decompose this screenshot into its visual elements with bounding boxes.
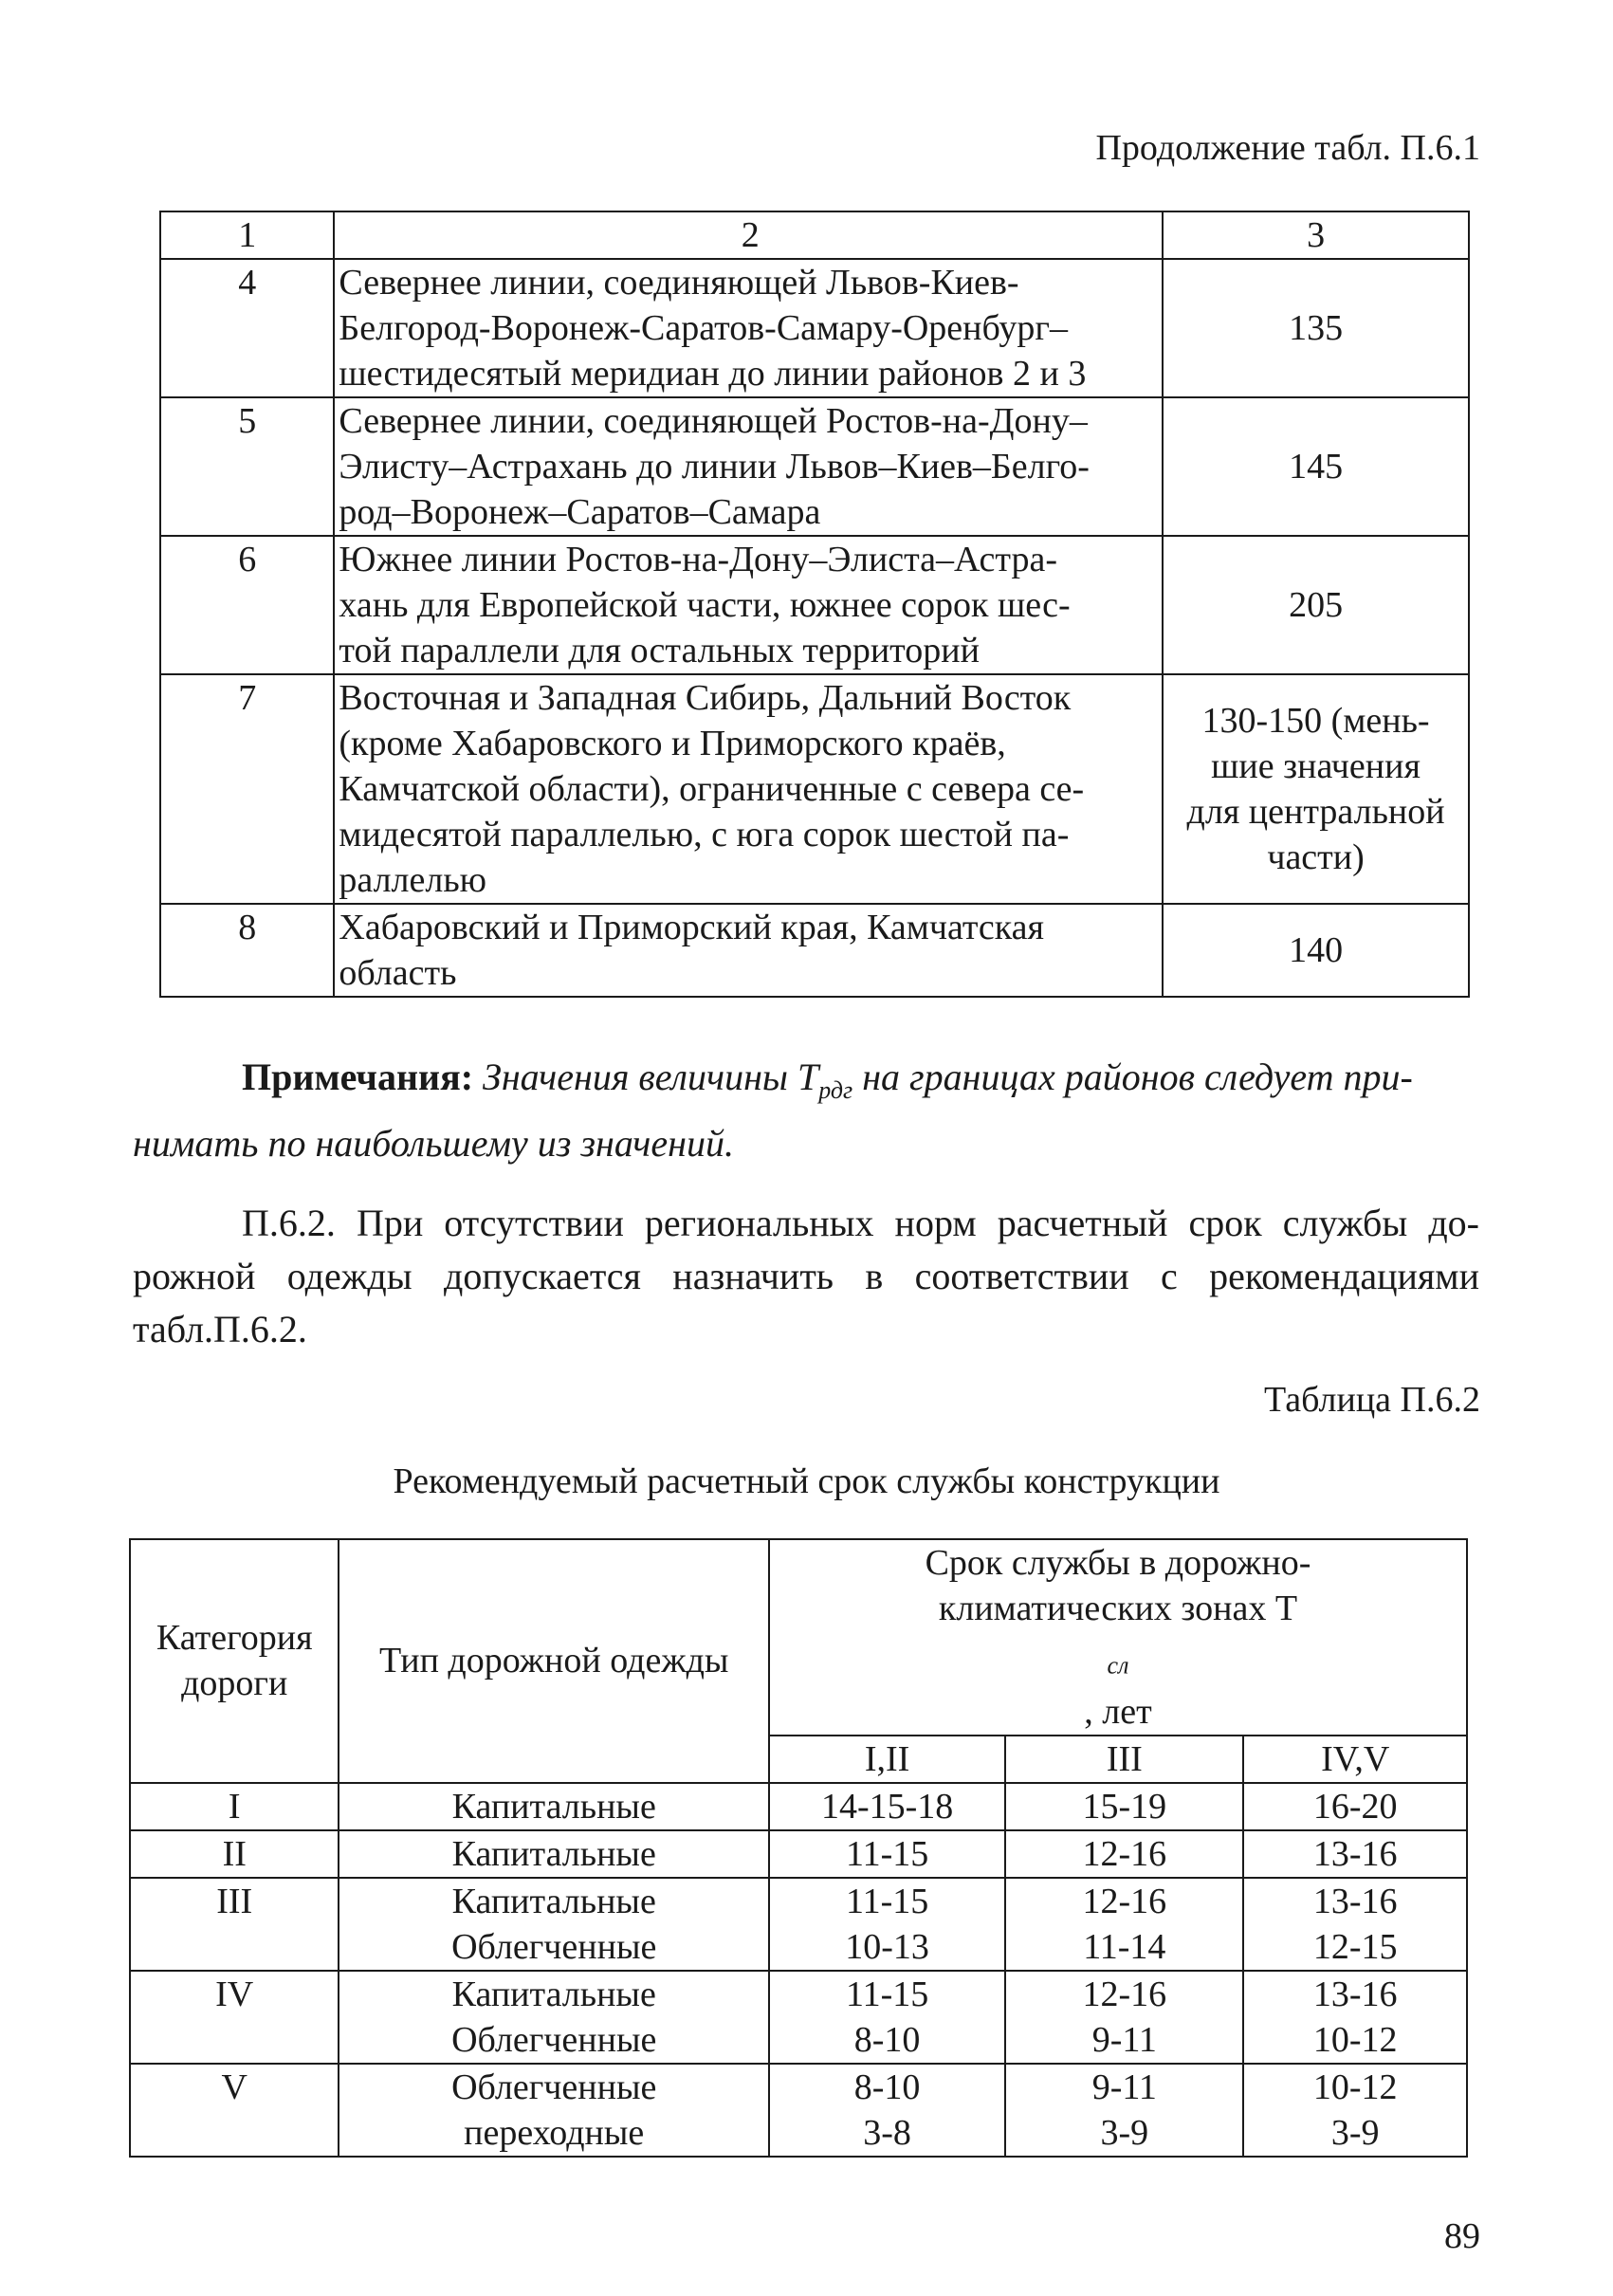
description-line: Хабаровский и Приморский края, Камчатская: [339, 908, 1045, 947]
cell-line: Облегченные: [451, 1926, 657, 1967]
header-line: Срок службы в дорожно-: [925, 1543, 1311, 1583]
cell-line: 9-11: [1091, 2066, 1157, 2107]
header-pavement-type: Тип дорожной одежды: [339, 1539, 769, 1783]
header-service-life: [769, 1539, 1467, 1736]
description-line: раллелью: [339, 860, 487, 900]
header-col-3: 3: [1163, 211, 1469, 259]
cell-line: 3-9: [1100, 2112, 1149, 2153]
description-line: область: [339, 953, 457, 993]
header-text: , лет: [1084, 1691, 1152, 1732]
zone-value: [769, 1830, 1005, 1878]
pavement-type: [339, 1971, 769, 2064]
header-line: Категория: [156, 1618, 313, 1659]
row-number: 6: [160, 536, 334, 674]
cell-line: 3-8: [863, 2112, 911, 2153]
cell-line: Капитальные: [451, 1881, 656, 1921]
description-line: (кроме Хабаровского и Приморского краёв,: [339, 724, 1006, 763]
row-number: 4: [160, 259, 334, 397]
table-row: [160, 536, 1469, 674]
cell-line: Капитальные: [451, 1974, 656, 2014]
cell-line: 8-10: [853, 2066, 921, 2107]
road-category: V: [130, 2064, 339, 2157]
zone-value: [1005, 1783, 1243, 1830]
zone-value: [1243, 2064, 1467, 2157]
header-zone: III: [1005, 1736, 1243, 1783]
table-row: [160, 674, 1469, 904]
pavement-type: [339, 1878, 769, 1971]
table-header-row: [130, 1539, 1467, 1736]
table-title: Рекомендуемый расчетный срок службы конструкции: [393, 1461, 1220, 1501]
row-description: [334, 904, 1163, 997]
cell-line: 3-9: [1330, 2112, 1380, 2153]
notes-text-before: Значения величины T: [483, 1056, 819, 1098]
row-value: 135: [1163, 259, 1469, 397]
row-number: 7: [160, 674, 334, 904]
cell-line: 12-16: [1082, 1974, 1167, 2014]
notes-label: Примечания:: [242, 1056, 474, 1098]
table-row: [130, 1783, 1467, 1830]
row-value: 145: [1163, 397, 1469, 536]
row-description: [334, 259, 1163, 397]
zone-value: [1243, 1783, 1467, 1830]
cell-line: 13-16: [1312, 1974, 1398, 2014]
notes-text-after: на границах районов следует при-нимать по наибольшему из значений.: [133, 1056, 1413, 1165]
zone-value: [769, 1878, 1005, 1971]
cell-line: 11-15: [845, 1974, 929, 2014]
description-line: мидесятой параллелью, с юга сорок шестой па-: [339, 815, 1070, 854]
zone-value: [769, 1783, 1005, 1830]
zone-value: [1005, 1971, 1243, 2064]
zone-value: [1005, 1830, 1243, 1878]
row-number: 8: [160, 904, 334, 997]
pavement-type: [339, 1830, 769, 1878]
description-line: хань для Европейской части, южнее сорок шес-: [339, 585, 1071, 625]
zone-value: [1005, 2064, 1243, 2157]
header-zone: I,II: [769, 1736, 1005, 1783]
table-row: [160, 904, 1469, 997]
table-header-row: [160, 211, 1469, 259]
pavement-type: [339, 1783, 769, 1830]
zone-value: [769, 2064, 1005, 2157]
table-row: [160, 259, 1469, 397]
table-p62-service-life: [129, 1538, 1468, 2158]
description-line: Камчатской области), ограниченные с севера се-: [339, 769, 1085, 809]
cell-line: 8-10: [853, 2019, 921, 2060]
cell-line: переходные: [464, 2112, 645, 2153]
zone-value: [769, 1971, 1005, 2064]
row-description: [334, 674, 1163, 904]
road-category: I: [130, 1783, 339, 1830]
cell-line: 16-20: [1312, 1786, 1398, 1827]
table-row: [160, 397, 1469, 536]
body-paragraph-p62: П.6.2. При отсутствии региональных норм расчетный срок службы до-рожной одежды допускается назначить в соответствии с рекомендациями табл.П.6.2.: [133, 1202, 1479, 1350]
description-line: Элисту–Астрахань до линии Львов–Киев–Белго-: [339, 447, 1090, 487]
row-value: 140: [1163, 904, 1469, 997]
row-description: [334, 397, 1163, 536]
road-category: II: [130, 1830, 339, 1878]
cell-line: 14-15-18: [820, 1786, 954, 1827]
description-line: той параллели для остальных территорий: [339, 631, 980, 670]
table-row: [130, 2064, 1467, 2157]
header-col-2: 2: [334, 211, 1163, 259]
header-road-category: [130, 1539, 339, 1783]
cell-line: 12-16: [1082, 1833, 1167, 1874]
cell-line: Капитальные: [451, 1833, 656, 1874]
road-category: IV: [130, 1971, 339, 2064]
cell-line: 9-11: [1091, 2019, 1157, 2060]
row-description: [334, 536, 1163, 674]
cell-line: 11-15: [845, 1833, 929, 1874]
description-line: шестидесятый меридиан до линии районов 2 и 3: [339, 354, 1087, 394]
description-line: Восточная и Западная Сибирь, Дальний Восток: [339, 678, 1072, 718]
table-row: [130, 1878, 1467, 1971]
value-line: шие значения: [1211, 746, 1421, 786]
cell-line: 13-16: [1312, 1833, 1398, 1874]
cell-line: 10-12: [1312, 2066, 1398, 2107]
cell-line: 12-15: [1312, 1926, 1398, 1967]
row-number: 5: [160, 397, 334, 536]
cell-line: 10-13: [845, 1926, 929, 1967]
notes-paragraph: [133, 1051, 1479, 1170]
table-label: Таблица П.6.2: [1264, 1380, 1480, 1420]
value-line: части): [1267, 837, 1365, 877]
zone-value: [1243, 1878, 1467, 1971]
continuation-caption: Продолжение табл. П.6.1: [1095, 128, 1480, 168]
zone-value: [1243, 1971, 1467, 2064]
description-line: род–Воронеж–Саратов–Самара: [339, 492, 821, 532]
road-category: III: [130, 1878, 339, 1971]
page-number: 89: [1444, 2216, 1480, 2256]
value-line: 130-150 (мень-: [1201, 701, 1430, 741]
header-line: дороги: [181, 1663, 288, 1704]
header-subscript: сл: [1107, 1651, 1129, 1680]
header-zone: IV,V: [1243, 1736, 1467, 1783]
table-row: [130, 1830, 1467, 1878]
cell-line: Облегченные: [451, 2066, 657, 2107]
description-line: Белгород-Воронеж-Саратов-Самару-Оренбург–: [339, 308, 1068, 348]
cell-line: 13-16: [1312, 1881, 1398, 1921]
description-line: Севернее линии, соединяющей Ростов-на-Дону–: [339, 401, 1088, 441]
cell-line: Капитальные: [451, 1786, 656, 1827]
cell-line: 10-12: [1312, 2019, 1398, 2060]
header-line: [770, 1586, 1466, 1735]
cell-line: 11-14: [1083, 1926, 1166, 1967]
notes-subscript: рдг: [818, 1076, 853, 1104]
row-value: [1163, 674, 1469, 904]
cell-line: 11-15: [845, 1881, 929, 1921]
header-text: климатических зонах T: [938, 1589, 1298, 1628]
pavement-type: [339, 2064, 769, 2157]
zone-value: [1243, 1830, 1467, 1878]
value-line: для центральной: [1186, 792, 1445, 832]
cell-line: 12-16: [1082, 1881, 1167, 1921]
table-row: [130, 1971, 1467, 2064]
zone-value: [1005, 1878, 1243, 1971]
description-line: Южнее линии Ростов-на-Дону–Элиста–Астра-: [339, 540, 1057, 579]
header-col-1: 1: [160, 211, 334, 259]
description-line: Севернее линии, соединяющей Львов-Киев-: [339, 263, 1019, 303]
cell-line: 15-19: [1082, 1786, 1167, 1827]
table-p61-continuation: [159, 211, 1470, 998]
cell-line: Облегченные: [451, 2019, 657, 2060]
row-value: 205: [1163, 536, 1469, 674]
